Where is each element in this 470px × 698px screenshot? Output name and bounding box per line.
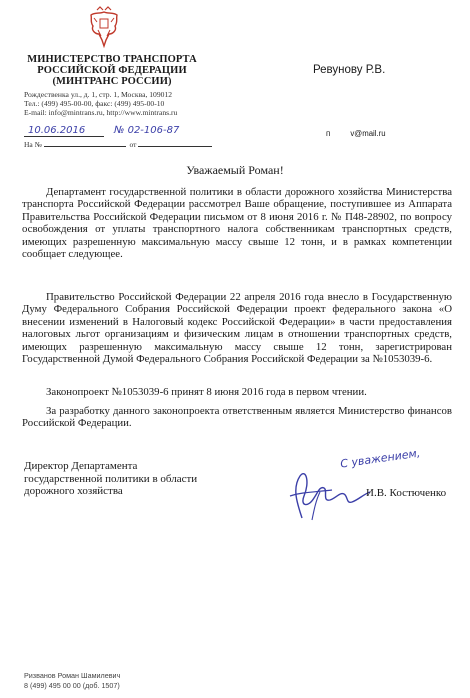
reference-from-label: от — [129, 140, 137, 149]
executor-phone: 8 (499) 495 00 00 (доб. 1507) — [24, 681, 120, 690]
coat-of-arms-emblem-icon — [86, 6, 122, 50]
reference-from-blank — [138, 146, 212, 147]
ministry-phone: Тел.: (499) 495-00-00, факс: (499) 495-00-10 — [24, 99, 165, 108]
handwritten-date: 10.06.2016 — [24, 125, 104, 137]
signatory-title — [24, 460, 197, 498]
handwritten-regards: С уважением, — [339, 446, 422, 471]
reference-number-blank — [44, 146, 126, 147]
ministry-address: Рождественка ул., д. 1, стр. 1, Москва, 109012 — [24, 90, 173, 99]
body-paragraph-1: Департамент государственной политики в области дорожного хозяйства Министерства транспорта Российской Федерации рассмотрел Ваше обращение, поступившее из Аппарата Правительства Российской Федерации письмом от 8 июня 2016 г. № П48-28902, по вопросу освобождения от уплаты транспортного налога собственникам транспортных средств, имеющих разрешенную максимальную массу свыше 12 тонн, и в рамках компетенции сообщает следующее. — [22, 186, 452, 261]
ministry-email-web: E-mail: info@mintrans.ru, http://www.mintrans.ru — [24, 108, 178, 117]
body-paragraph-4: За разработку данного законопроекта ответственным является Министерство финансов Российской Федерации. — [22, 405, 452, 430]
ministry-line-3: (МИНТРАНС РОССИИ) — [52, 76, 172, 87]
outgoing-date-number-line — [24, 120, 194, 138]
recipient-email-prefix: п — [326, 129, 331, 138]
reference-line — [24, 140, 212, 149]
recipient-email: v@mail.ru — [350, 129, 386, 138]
signatory-name: И.В. Костюченко — [366, 487, 447, 499]
ministry-line-1: МИНИСТЕРСТВО ТРАНСПОРТА — [27, 54, 197, 65]
handwritten-number: № 02-106-87 — [114, 125, 180, 136]
greeting: Уважаемый Роман! — [186, 163, 284, 177]
signatory-title-line-3: дорожного хозяйства — [24, 485, 123, 498]
ministry-header — [6, 54, 218, 87]
executor-name: Ризванов Роман Шамилевич — [24, 671, 121, 680]
recipient-email-line — [326, 129, 386, 138]
body-paragraph-2: Правительство Российской Федерации 22 апреля 2016 года внесло в Государственную Думу Федерального Собрания Российской Федерации проект федерального закона «О внесении изменений в Налоговый кодекс Российской Федерации» в части предоставления налоговых льгот организациям и физическим лицам в отношении транспортных средств, имеющих разрешенную максимальную массу свыше 12 тонн, зарегистрирован Государственной Думой Федерального Собрания Российской Федерации за №1053039-6. — [22, 291, 452, 366]
body-paragraph-3: Законопроект №1053039-6 принят 8 июня 2016 года в первом чтении. — [46, 386, 367, 398]
signatory-title-line-2: государственной политики в области — [24, 472, 198, 485]
signatory-title-line-1: Директор Департамента — [24, 460, 138, 472]
reference-number-label: На № — [24, 140, 42, 149]
ministry-line-2: РОССИЙСКОЙ ФЕДЕРАЦИИ — [37, 65, 187, 76]
recipient-name: Ревунову Р.В. — [313, 64, 386, 76]
